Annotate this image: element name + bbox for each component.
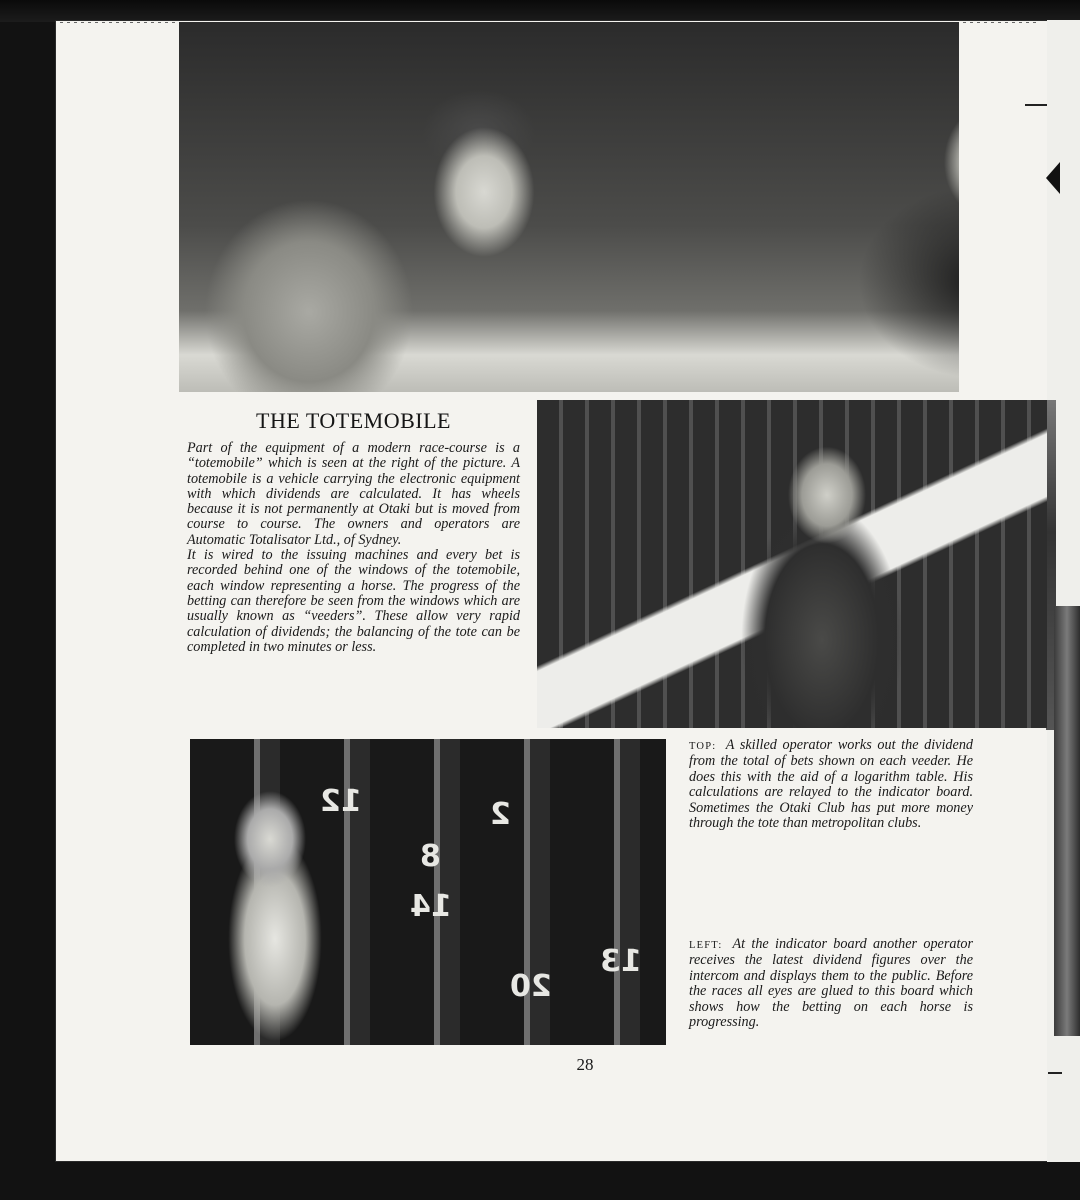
caption-tag: TOP: — [689, 741, 717, 752]
adjacent-page-photo — [1054, 606, 1080, 1036]
caption-text: A skilled operator works out the dividend from the total of bets shown on each veeder. He does this with the aid of a logarithm table. His calculations are relayed to the indicator board. Sometimes the Otaki Club has put more money through the tote than metropolitan clubs. — [689, 737, 974, 832]
board-number: 14 — [410, 889, 452, 924]
left-arrow-icon — [1046, 162, 1060, 194]
board-number: 2 — [490, 797, 511, 832]
scan-border-top — [0, 0, 1080, 22]
photo-indicator-board — [190, 739, 666, 1045]
caption-tag: LEFT: — [689, 940, 723, 951]
board-number: 12 — [320, 784, 362, 819]
board-number: 8 — [420, 839, 441, 874]
photo-operator-with-table — [537, 400, 1047, 728]
photo-operators-at-desk — [179, 22, 959, 392]
caption-top — [689, 738, 973, 831]
article-body — [187, 441, 520, 655]
article-title: THE TOTEMOBILE — [256, 408, 451, 433]
article-paragraph: Part of the equipment of a modern race-course is a “totemobile” which is seen at the right of the picture. A totemobile is a vehicle carrying the electronic equipment with which dividends are calculated. It has wheels because it is not permanently at Otaki but is moved from course to course. The owners and operators are Automatic Totalisator Ltd., of Sydney. — [187, 440, 520, 548]
caption-left — [689, 937, 973, 1030]
board-number: 20 — [510, 969, 552, 1004]
margin-tick-mark — [1025, 104, 1047, 106]
page-number: 28 — [576, 1055, 594, 1074]
board-number: 13 — [600, 944, 642, 979]
caption-text: At the indicator board another operator receives the latest dividend figures over the intercom and displays them to the public. Before the races all eyes are glued to this board which shows how the betting on each horse is progressing. — [689, 936, 974, 1031]
margin-tick-mark — [1048, 1072, 1062, 1074]
article-paragraph: It is wired to the issuing machines and every bet is recorded behind one of the windows of the totemobile, each window representing a horse. The progress of the betting can therefore be seen from the windows which are usually known as “veeders”. These allow very rapid calculation of dividends; the balancing of the tote can be completed in two minutes or less. — [187, 547, 520, 655]
